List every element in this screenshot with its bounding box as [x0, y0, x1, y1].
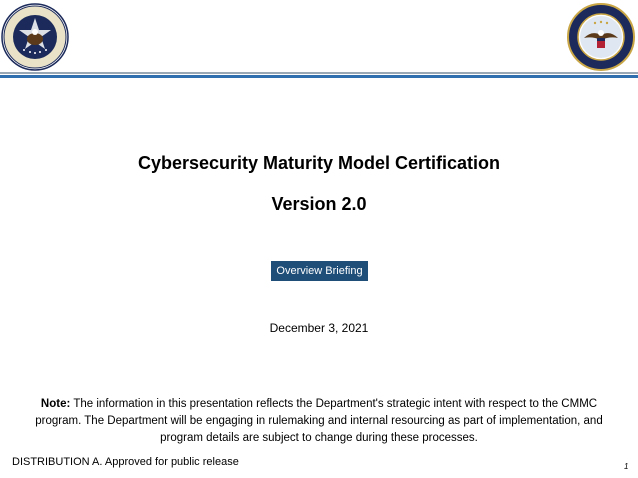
distribution-statement: DISTRIBUTION A. Approved for public release [12, 456, 239, 468]
header-rule-gray [0, 72, 638, 74]
slide-title: Cybersecurity Maturity Model Certification [137, 153, 501, 173]
header-rule-blue [0, 75, 638, 78]
note-text: The information in this presentation reflects the Department's strategic intent with respect to the CMMC program. The Department will be engaging in rulemaking and internal resourcing as part of implementation, and program details are subject to change during these processes. [35, 398, 603, 444]
osd-acquisition-seal [0, 2, 70, 72]
page-number: 1 [624, 462, 629, 471]
disclaimer-note [18, 396, 620, 447]
dod-seal [566, 2, 636, 72]
version-label: Version 2.0 [271, 194, 367, 214]
overview-briefing-badge: Overview Briefing [271, 261, 368, 281]
briefing-date: December 3, 2021 [269, 321, 369, 335]
note-label: Note: [40, 398, 71, 410]
